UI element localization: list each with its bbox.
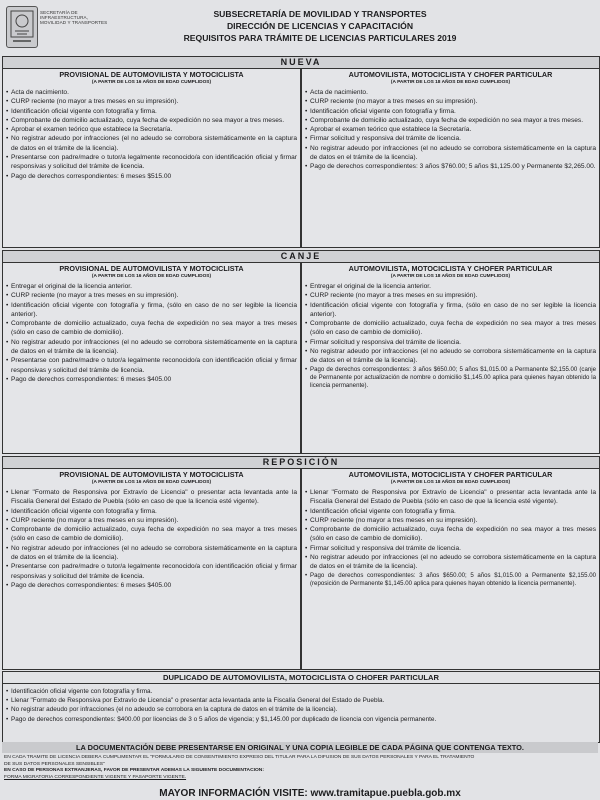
- list-item: • Identificación oficial vigente con fotografía y firma, (sólo en caso de no ser legible la licencia anterior).: [305, 301, 596, 320]
- list-item: • Presentarse con padre/madre o tutor/a legalmente reconocido/a con identificación oficial y firmar responsivas y solicitud del trámite de licencia.: [6, 356, 297, 375]
- list-item: • Pago de derechos correspondientes: 6 meses $405.00: [6, 375, 297, 384]
- column-subtitle: (A PARTIR DE LOS 16 AÑOS DE EDAD CUMPLIDOS): [91, 480, 212, 485]
- column-subtitle: (A PARTIR DE LOS 18 AÑOS DE EDAD CUMPLIDOS): [390, 480, 511, 485]
- footnotes: [4, 755, 596, 781]
- section-title-nueva: NUEVA: [2, 56, 600, 69]
- list-item: • No registrar adeudo por infracciones (el no adeudo se corrobora sistemáticamente en la captura de datos en el trámite de la licencia).: [6, 338, 297, 357]
- list-item: • Presentarse con padre/madre o tutor/a legalmente reconocido/a con identificación oficial y firmar responsivas y solicitud del trámite de licencia.: [6, 153, 297, 172]
- list-item: • Pago de derechos correspondientes: 3 años $650.00; 5 años $1,015.00 a Permanente $2,155.00 (reposición de Permanente $1,145.00 aplica para quienes hayan obtenido la licencia permanente).: [305, 572, 596, 589]
- canje-particular-column: [301, 262, 600, 454]
- list-item: • Identificación oficial vigente con fotografía y firma.: [6, 687, 596, 696]
- note-line: EN CADA TRÁMITE DE LICENCIA DEBERÁ CUMPLIMENTAR EL "FORMULARIO DE CONSENTIMIENTO EXPRESO DEL TITULAR PARA LA DIFUSIÓN DE SUS DATOS PERSONALES Y PARA EL TRATAMIENTO: [4, 755, 475, 760]
- requirements-list: [302, 488, 599, 588]
- requirements-list: [3, 88, 300, 181]
- requirements-list: [302, 282, 599, 391]
- list-item: • Acta de nacimiento.: [6, 88, 297, 97]
- column-title: AUTOMOVILISTA, MOTOCICLISTA Y CHOFER PARTICULAR: [348, 264, 553, 273]
- list-item: • Identificación oficial vigente con fotografía y firma.: [6, 107, 297, 116]
- header-line-2: DIRECCIÓN DE LICENCIAS Y CAPACITACIÓN: [226, 21, 414, 31]
- list-item: • CURP reciente (no mayor a tres meses en su impresión).: [305, 516, 596, 525]
- requirements-list: [3, 282, 300, 384]
- canje-provisional-column: [2, 262, 301, 454]
- list-item: • Identificación oficial vigente con fotografía y firma.: [305, 107, 596, 116]
- list-item: • CURP reciente (no mayor a tres meses en su impresión).: [6, 97, 297, 106]
- document-header: [120, 8, 520, 44]
- column-title: AUTOMOVILISTA, MOTOCICLISTA Y CHOFER PARTICULAR: [348, 470, 553, 479]
- list-item: • Pago de derechos correspondientes: 3 años $650.00; 5 años $1,015.00 a Permanente $2,155.00 (canje de Permanente por actualización de nombre o domicilio $1,145.00 aplica para quienes hayan obtenido la licencia permanente).: [305, 366, 596, 391]
- column-title: PROVISIONAL DE AUTOMOVILISTA Y MOTOCICLISTA: [59, 470, 244, 479]
- note-line: FORMA MIGRATORIA CORRESPONDIENTE VIGENTE Y PASAPORTE VIGENTE.: [4, 774, 187, 780]
- requirements-list: [3, 488, 300, 590]
- list-item: • Firmar solicitud y responsiva del trámite de licencia.: [305, 134, 596, 143]
- section-title-canje: CANJE: [2, 250, 600, 263]
- list-item: • No registrar adeudo por infracciones (el no adeudo se corrobora sistemáticamente en la captura de datos en el trámite de la licencia).: [305, 347, 596, 366]
- list-item: • CURP reciente (no mayor a tres meses en su impresión).: [6, 516, 297, 525]
- list-item: • Comprobante de domicilio actualizado, cuya fecha de expedición no sea mayor a tres meses.: [6, 116, 297, 125]
- website-line: [150, 788, 470, 800]
- section-title-reposicion: REPOSICIÓN: [2, 456, 600, 469]
- list-item: • No registrar adeudo por infracciones (el no adeudo se corrobora sistemáticamente en la captura de datos en el trámite de la licencia).: [6, 544, 297, 563]
- column-title: AUTOMOVILISTA, MOTOCICLISTA Y CHOFER PARTICULAR: [348, 70, 553, 79]
- list-item: • Comprobante de domicilio actualizado, cuya fecha de expedición no sea mayor a tres meses (sólo en caso de cambio de domicilio).: [305, 525, 596, 544]
- note-line: EN CASO DE PERSONAS EXTRANJERAS, FAVOR DE PRESENTAR ADEMÁS LA SIGUIENTE DOCUMENTACIÓN:: [4, 768, 264, 774]
- list-item: • Identificación oficial vigente con fotografía y firma.: [6, 507, 297, 516]
- list-item: • Aprobar el examen teórico que establece la Secretaría.: [6, 125, 297, 134]
- section-title-duplicado: DUPLICADO DE AUTOMOVILISTA, MOTOCICLISTA O CHOFER PARTICULAR: [3, 672, 599, 684]
- list-item: • Identificación oficial vigente con fotografía y firma, (sólo en caso de no ser legible la licencia anterior).: [6, 301, 297, 320]
- list-item: • Pago de derechos correspondientes: 6 meses $515.00: [6, 172, 297, 181]
- list-item: • Pago de derechos correspondientes: 3 años $760.00; 5 años $1,125.00 y Permanente $2,265.00.: [305, 162, 596, 171]
- list-item: • Llenar "Formato de Responsiva por Extravío de Licencia" o presentar acta levantada ante la Fiscalía General del Estado de Puebla.: [6, 696, 596, 705]
- list-item: • Entregar el original de la licencia anterior.: [6, 282, 297, 291]
- nueva-particular-column: [301, 68, 600, 248]
- duplicado-section: [2, 671, 600, 743]
- list-item: • Pago de derechos correspondientes: 6 meses $405.00: [6, 581, 297, 590]
- list-item: • Llenar "Formato de Responsiva por Extravío de Licencia" o presentar acta levantada ante la Fiscalía General del Estado de Puebla (sólo en caso de que la licencia esté vigente).: [305, 488, 596, 507]
- column-subtitle: (A PARTIR DE LOS 18 AÑOS DE EDAD CUMPLIDOS): [390, 80, 511, 85]
- column-subtitle: (A PARTIR DE LOS 16 AÑOS DE EDAD CUMPLIDOS): [91, 80, 212, 85]
- reposicion-provisional-column: [2, 468, 301, 670]
- list-item: • CURP reciente (no mayor a tres meses en su impresión).: [305, 291, 596, 300]
- list-item: • Comprobante de domicilio actualizado, cuya fecha de expedición no sea mayor a tres meses (sólo en caso de cambio de domicilio).: [6, 525, 297, 544]
- requirements-list: [302, 88, 599, 172]
- list-item: • Identificación oficial vigente con fotografía y firma.: [305, 507, 596, 516]
- government-seal-icon: [6, 6, 38, 48]
- list-item: • CURP reciente (no mayor a tres meses en su impresión).: [6, 291, 297, 300]
- reposicion-particular-column: [301, 468, 600, 670]
- website-label: MAYOR INFORMACIÓN VISITE:: [159, 788, 308, 799]
- list-item: • Pago de derechos correspondientes: $400.00 por licencias de 3 o 5 años de vigencia; y $1,145.00 por duplicado de licencia con vigencia permanente.: [6, 715, 596, 724]
- list-item: • CURP reciente (no mayor a tres meses en su impresión).: [305, 97, 596, 106]
- header-line-1: SUBSECRETARÍA DE MOVILIDAD Y TRANSPORTES: [213, 9, 427, 19]
- nueva-provisional-column: [2, 68, 301, 248]
- list-item: • No registrar adeudo por infracciones (el no adeudo se corrobora en la captura de datos en el trámite de la licencia).: [6, 705, 596, 714]
- list-item: • Comprobante de domicilio actualizado, cuya fecha de expedición no sea mayor a tres meses (sólo en caso de cambio de domicilio).: [6, 319, 297, 338]
- header-line-3: REQUISITOS PARA TRÁMITE DE LICENCIAS PARTICULARES 2019: [183, 33, 457, 43]
- requirements-list: [3, 687, 599, 724]
- list-item: • Comprobante de domicilio actualizado, cuya fecha de expedición no sea mayor a tres meses.: [305, 116, 596, 125]
- list-item: • No registrar adeudo por infracciones (el no adeudo se corrobora sistemáticamente en la captura de datos en el trámite de la licencia).: [305, 553, 596, 572]
- list-item: • Aprobar el examen teórico que establece la Secretaría.: [305, 125, 596, 134]
- list-item: • Presentarse con padre/madre o tutor/a legalmente reconocido/a con identificación oficial y firmar responsivas y solicitud del trámite de licencia.: [6, 562, 297, 581]
- list-item: • Entregar el original de la licencia anterior.: [305, 282, 596, 291]
- column-subtitle: (A PARTIR DE LOS 18 AÑOS DE EDAD CUMPLIDOS): [390, 274, 511, 279]
- column-title: PROVISIONAL DE AUTOMOVILISTA Y MOTOCICLISTA: [59, 264, 244, 273]
- list-item: • Firmar solicitud y responsiva del trámite de licencia.: [305, 338, 596, 347]
- column-title: PROVISIONAL DE AUTOMOVILISTA Y MOTOCICLISTA: [59, 70, 244, 79]
- list-item: • Firmar solicitud y responsiva del trámite de licencia.: [305, 544, 596, 553]
- documentation-banner: LA DOCUMENTACIÓN DEBE PRESENTARSE EN ORIGINAL Y UNA COPIA LEGIBLE DE CADA PÁGINA QUE CONTENGA TEXTO.: [2, 742, 598, 753]
- column-subtitle: (A PARTIR DE LOS 16 AÑOS DE EDAD CUMPLIDOS): [91, 274, 212, 279]
- list-item: • No registrar adeudo por infracciones (el no adeudo se corrobora sistemáticamente en la captura de datos en el trámite de la licencia).: [305, 144, 596, 163]
- list-item: • Acta de nacimiento.: [305, 88, 596, 97]
- note-line: DE SUS DATOS PERSONALES SENSIBLES": [4, 761, 105, 767]
- list-item: • Llenar "Formato de Responsiva por Extravío de Licencia" o presentar acta levantada ante la Fiscalía General del Estado de Puebla (sólo en caso de que la licencia esté vigente).: [6, 488, 297, 507]
- list-item: • Comprobante de domicilio actualizado, cuya fecha de expedición no sea mayor a tres meses (sólo en caso de cambio de domicilio).: [305, 319, 596, 338]
- website-url[interactable]: www.tramitapue.puebla.gob.mx: [310, 788, 461, 799]
- list-item: • No registrar adeudo por infracciones (el no adeudo se corrobora sistemáticamente en la captura de datos en el trámite de la licencia).: [6, 134, 297, 153]
- logo-caption: SECRETARÍA DE INFRAESTRUCTURA, MOVILIDAD Y TRANSPORTES: [40, 10, 108, 26]
